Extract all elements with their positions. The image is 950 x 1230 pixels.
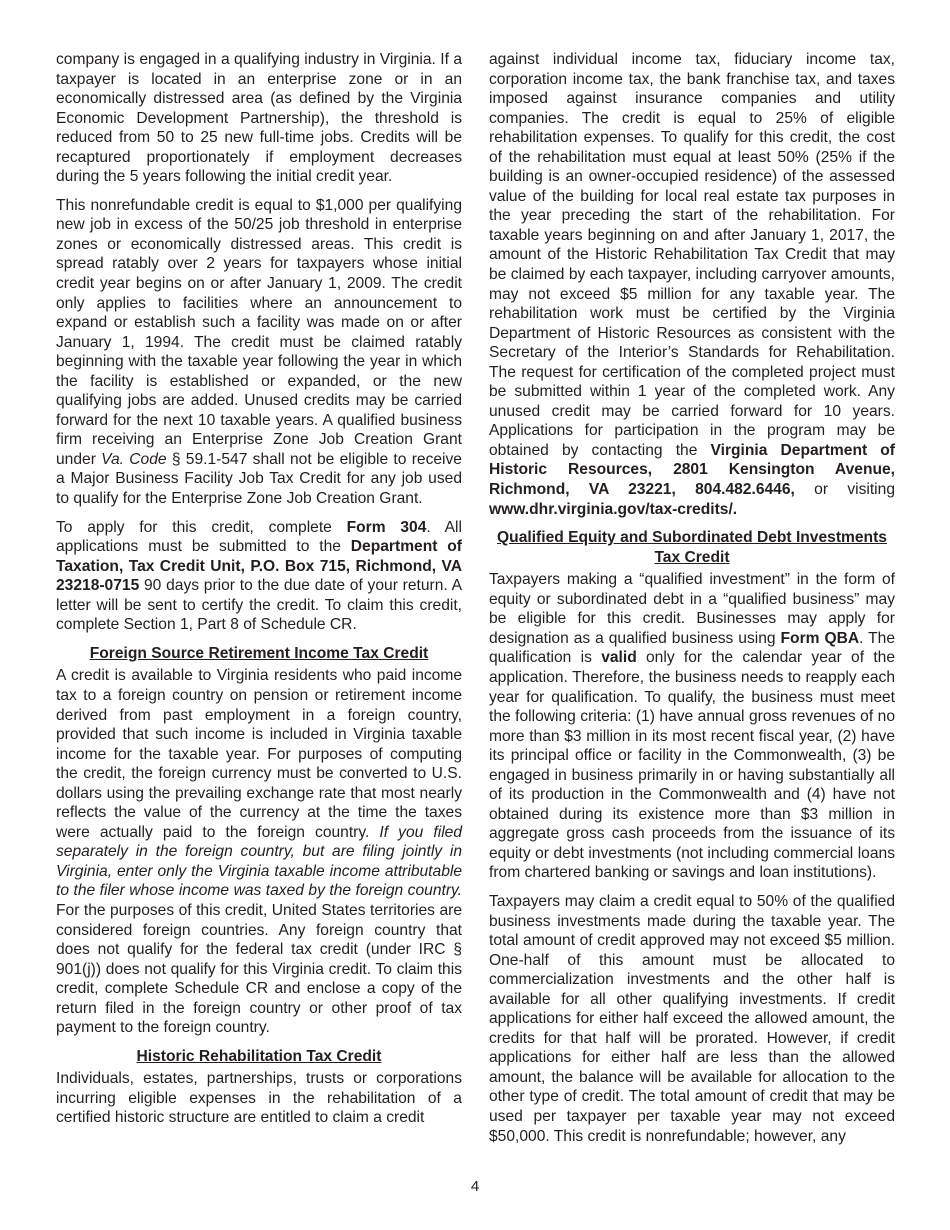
va-code-citation: Va. Code: [101, 450, 167, 468]
dhr-address: Virginia Department of Historic Resources, 2801 Kensington Avenue, Richmond, VA 23221, 804.482.6446,: [489, 441, 895, 499]
paragraph-historic-intro: Individuals, estates, partnerships, trusts or corporations incurring eligible expenses in the rehabilitation of a certified historic structure are entitled to claim a credit: [56, 1070, 462, 1127]
right-column: [489, 50, 895, 1155]
department-address: Department of Taxation, Tax Credit Unit, P.O. Box 715, Richmond, VA 23218-0715: [56, 538, 462, 595]
dhr-url: www.dhr.virginia.gov/tax-credits/.: [489, 500, 738, 518]
paragraph-apply: To apply for this credit, complete Form 304. All applications must be submitted to the Department of Taxation, Tax Credit Unit, P.O. Box 715, Richmond, VA 23218-0715 90 days prior to the due date of your return. A letter will be sent to certify the credit. To claim this credit, complete Section 1, Part 8 of Schedule CR.: [56, 518, 462, 634]
paragraph-credit-amount: Taxpayers may claim a credit equal to 50% of the qualified business investments made during the taxable year. The total amount of credit approved may not exceed $5 million. One-half of this amount must be allocated to commercialization investments and the other half is available for all other qualifying investments. If credit applications for either half exceed the allowed amount, the credits for that half will be prorated. However, if credit applications for either half are less than the allowed amount, the balance will be available for allocation to the other type of credit. The total amount of credit that may be used per taxpayer per taxable year may not exceed $50,000. This credit is nonrefundable; however, any: [489, 892, 895, 1145]
form-304-label: Form 304: [346, 518, 427, 536]
heading-qualified-equity: Qualified Equity and Subordinated Debt Investments Tax Credit: [497, 529, 887, 566]
paragraph-historic-details: against individual income tax, fiduciary income tax, corporation income tax, the bank franchise tax, and taxes imposed against insurance companies and utility companies. The credit is equal to 25% of eligible rehabilitation expenses. To qualify for this credit, the cost of the rehabilitation must equal at least 50% (25% if the building is an owner-occupied residence) of the assessed value of the building for local real estate tax purposes in the year preceding the start of the rehabilitation. For taxable years beginning on and after January 1, 2017, the amount of the Historic Rehabilitation Tax Credit that may be claimed by each taxpayer, including carryover amounts, may not exceed $5 million for any taxable year. The rehabilitation work must be certified by the Virginia Department of Historic Resources as consistent with the Secretary of the Interior’s Standards for Rehabilitation. The request for certification of the completed project must be submitted within 1 year of the completed work. Any unused credit may be carried forward for 10 years. Applications for participation in the program may be obtained by contacting the Virginia Department of Historic Resources, 2801 Kensington Avenue, Richmond, VA 23221, 804.482.6446, or visiting www.dhr.virginia.gov/tax-credits/.: [489, 51, 895, 518]
heading-historic-rehabilitation: Historic Rehabilitation Tax Credit: [136, 1047, 382, 1065]
page-number: 4: [470, 1178, 480, 1195]
paragraph-qualified-equity: Taxpayers making a “qualified investment” in the form of equity or subordinated debt in a “qualified business” may be eligible for this credit. Businesses may apply for designation as a qualified business using Form QBA. The qualification is valid only for the calendar year of the application. Therefore, the business needs to reapply each year for qualification. To qualify, the business must meet the following criteria: (1) have annual gross revenues of no more than $3 million in its most recent fiscal year, (2) have its principal office or facility in the Commonwealth, (3) be engaged in business primarily in or having substantially all of its production in the Commonwealth and (4) have not obtained during its existence more than $3 million in aggregate gross cash proceeds from the issuance of its equity or debt investments (not including commercial loans from chartered banking or savings and loan institutions).: [489, 571, 896, 882]
paragraph-nonrefundable-credit: This nonrefundable credit is equal to $1,000 per qualifying new job in excess of the 50/25 job threshold in enterprise zones or economically distressed areas. This credit is spread ratably over 2 years for taxpayers whose initial credit year begins on or after January 1, 2009. The credit only applies to facilities where an announcement to expand or establish such a facility was made on or after January 1, 1994. The credit must be claimed ratably beginning with the taxable year following the year in which the facility is established or expanded, or the new qualifying jobs are added. Unused credits may be carried forward for the next 10 taxable years. A qualified business firm receiving an Enterprise Zone Job Creation Grant under Va. Code § 59.1-547 shall not be eligible to receive a Major Business Facility Job Tax Credit for any job used to qualify for the Enterprise Zone Job Creation Grant.: [56, 196, 462, 508]
form-qba-label: Form QBA: [780, 629, 860, 647]
paragraph-recapture: company is engaged in a qualifying industry in Virginia. If a taxpayer is located in an enterprise zone or in an economically distressed area (as defined by the Virginia Economic Development Partnership), the threshold is reduced from 50 to 25 new full-time jobs. Credits will be recaptured proportionately if employment decreases during the 5 years following the initial credit year.: [56, 51, 462, 186]
left-column: [56, 50, 462, 1137]
valid-emphasis: valid: [601, 649, 637, 667]
paragraph-foreign-source: A credit is available to Virginia residents who paid income tax to a foreign country on pension or retirement income derived from past employment in a foreign country, provided that such income is included in Virginia taxable income for the taxable year. For purposes of computing the credit, the foreign currency must be converted to U.S. dollars using the prevailing exchange rate that most nearly reflects the value of the currency at the time the taxes were actually paid to the foreign country. If you filed separately in the foreign country, but are filing jointly in Virginia, enter only the Virginia taxable income attributable to the filer whose income was taxed by the foreign country. For the purposes of this credit, United States territories are considered foreign countries. Any foreign country that does not qualify for the federal tax credit (under IRC § 901(j)) does not qualify for this Virginia credit. To claim this credit, complete Schedule CR and enclose a copy of the return filed in the foreign country or other proof of tax payment to the foreign country.: [56, 667, 463, 1037]
filing-note: If you filed separately in the foreign country, but are filing jointly in Virginia, enter only the Virginia taxable income attributable to the filer whose income was taxed by the foreign country.: [56, 823, 463, 900]
heading-foreign-source: Foreign Source Retirement Income Tax Credit: [89, 644, 429, 662]
